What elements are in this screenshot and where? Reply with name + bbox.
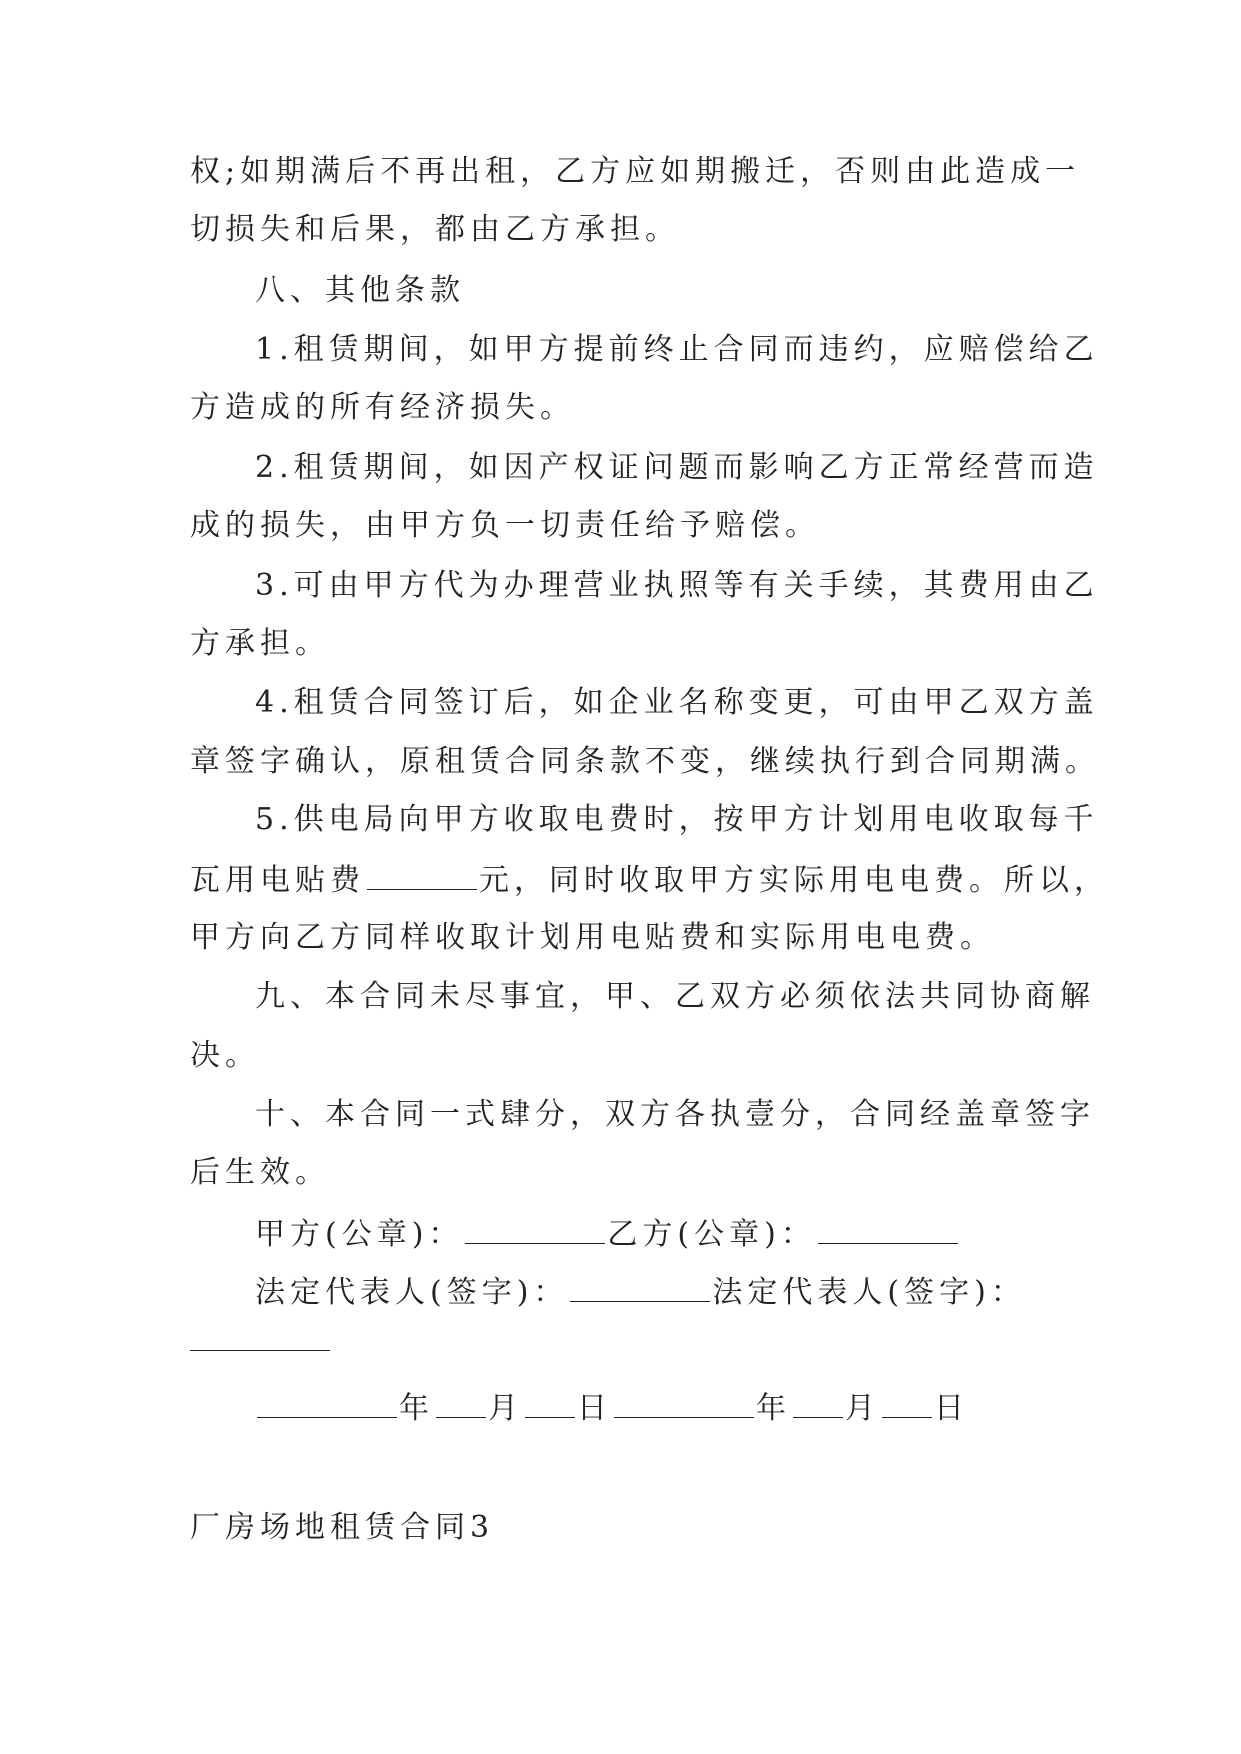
clause-1-line: 方造成的所有经济损失。: [190, 390, 575, 425]
party-b-seal-blank: [818, 1213, 958, 1244]
clause-5-line: [190, 859, 1109, 901]
month-a-label: 月: [488, 1391, 523, 1426]
fee-blank: [367, 859, 477, 890]
year-b-label: 年: [756, 1391, 791, 1426]
representative-line: [255, 1271, 1026, 1313]
month-b-blank: [793, 1387, 843, 1418]
day-a-label: 日: [577, 1391, 612, 1426]
rep-a-label: 法定代表人(签字)：: [255, 1275, 569, 1310]
clause-3-line: 方承担。: [190, 626, 330, 661]
rep-b-label: 法定代表人(签字)：: [712, 1275, 1026, 1310]
paragraph-line: 权;如期满后不再出租，乙方应如期搬迁，否则由此造成一: [190, 154, 1081, 189]
seal-line: [255, 1213, 960, 1255]
section-ten-line: 十、本合同一式肆分，双方各执壹分，合同经盖章签字: [255, 1097, 1095, 1132]
day-b-label: 日: [934, 1391, 969, 1426]
day-b-blank: [882, 1387, 932, 1418]
clause-4-line: 章签字确认，原租赁合同条款不变，继续执行到合同期满。: [190, 744, 1100, 779]
party-a-seal-label: 甲方(公章)：: [255, 1217, 464, 1252]
clause-5-line: 5.供电局向甲方收取电费时，按甲方计划用电收取每千: [255, 802, 1099, 837]
section-nine-line: 决。: [190, 1038, 260, 1073]
clause-5-line: 甲方向乙方同样收取计划用电贴费和实际用电电费。: [190, 920, 995, 955]
clause-5-text-a: 瓦用电贴费: [190, 863, 365, 898]
section-heading: 八、其他条款: [255, 273, 465, 308]
party-b-seal-label: 乙方(公章)：: [607, 1217, 816, 1252]
clause-2-line: 2.租赁期间，如因产权证问题而影响乙方正常经营而造: [255, 450, 1099, 485]
clause-3-line: 3.可由甲方代为办理营业执照等有关手续，其费用由乙: [255, 568, 1099, 603]
year-a-label: 年: [399, 1391, 434, 1426]
month-a-blank: [436, 1387, 486, 1418]
clause-5-text-b: 元，同时收取甲方实际用电电费。所以，: [479, 863, 1109, 898]
section-ten-line: 后生效。: [190, 1155, 330, 1190]
rep-a-blank: [570, 1271, 710, 1302]
party-a-seal-blank: [465, 1213, 605, 1244]
rep-b-blank: [190, 1350, 330, 1351]
section-nine-line: 九、本合同未尽事宜，甲、乙双方必须依法共同协商解: [255, 979, 1095, 1014]
month-b-label: 月: [845, 1391, 880, 1426]
clause-4-line: 4.租赁合同签订后，如企业名称变更，可由甲乙双方盖: [255, 685, 1099, 720]
paragraph-line: 切损失和后果，都由乙方承担。: [190, 212, 680, 247]
year-a-blank: [257, 1387, 397, 1418]
date-line: [255, 1387, 969, 1429]
clause-2-line: 成的损失，由甲方负一切责任给予赔偿。: [190, 508, 820, 543]
next-contract-title: 厂房场地租赁合同3: [190, 1510, 495, 1545]
day-a-blank: [525, 1387, 575, 1418]
clause-1-line: 1.租赁期间，如甲方提前终止合同而违约，应赔偿给乙: [255, 332, 1099, 367]
year-b-blank: [614, 1387, 754, 1418]
